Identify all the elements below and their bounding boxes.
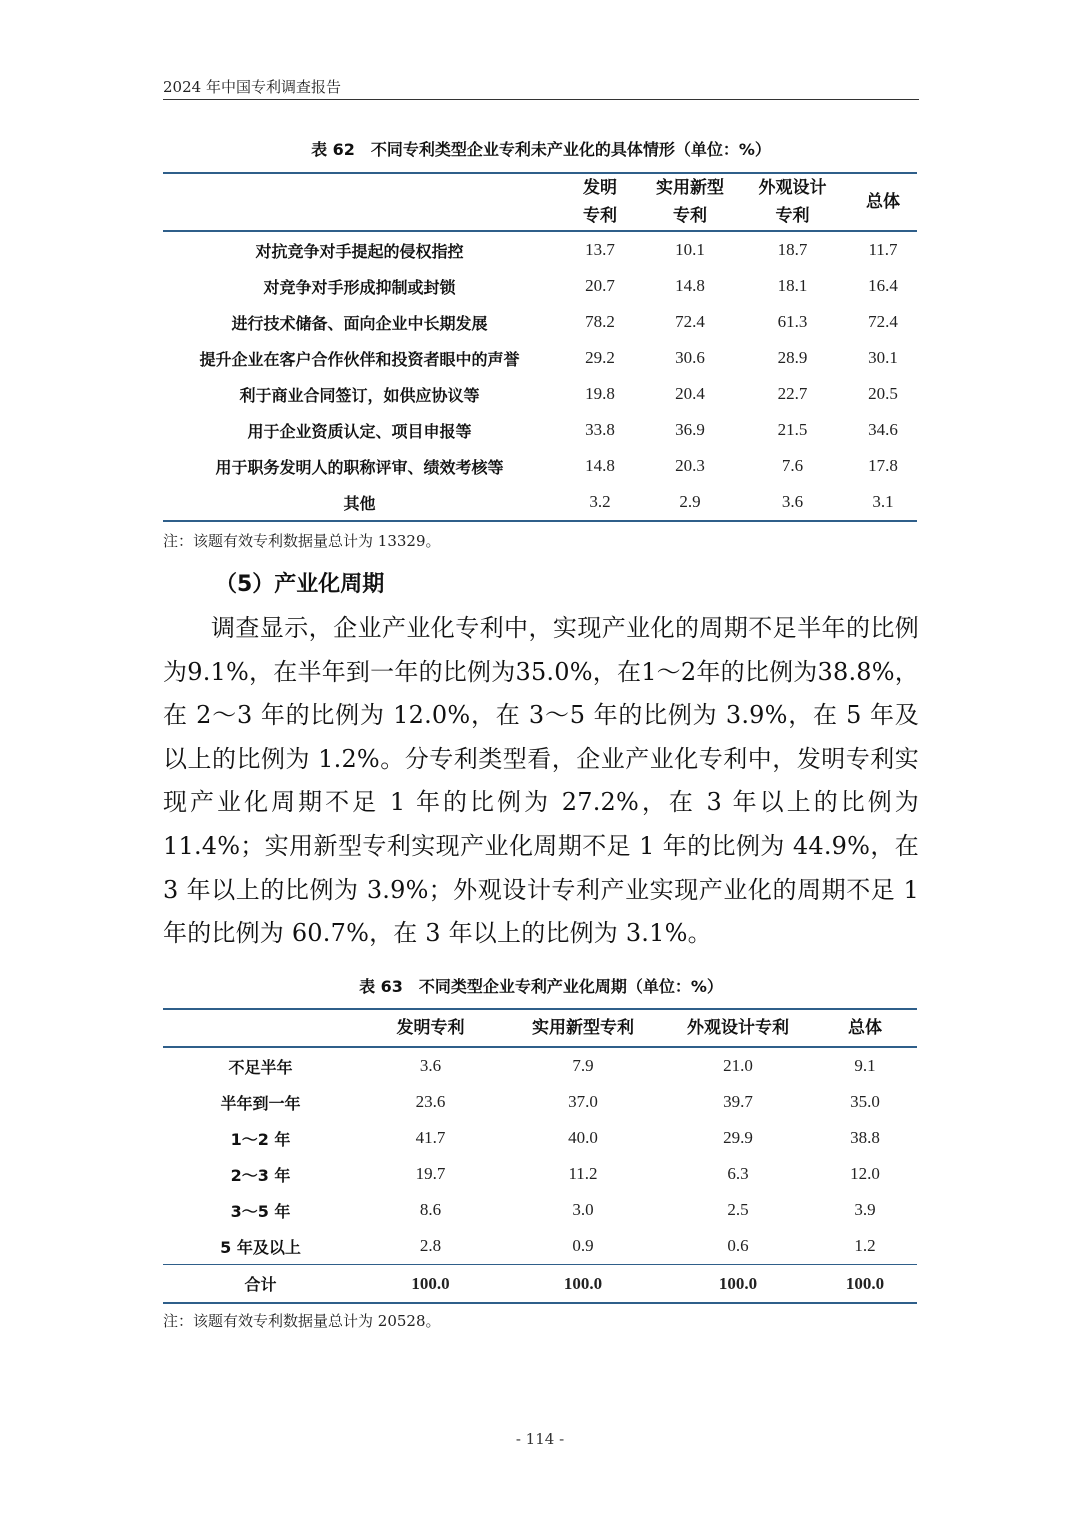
total-value: 100.0 [845, 1273, 885, 1293]
cell-value: 20.3 [675, 456, 705, 475]
cell-value: 7.9 [572, 1056, 594, 1075]
cell-value: 72.4 [675, 312, 705, 331]
table-62-col-header: 总体 [866, 192, 900, 212]
row-label: 利于商业合同签订，如供应协议等 [239, 385, 480, 405]
row-label: 3～5 年 [230, 1201, 291, 1221]
cell-value: 78.2 [585, 312, 615, 331]
table-62-header-blank [163, 173, 556, 231]
cell-value: 21.5 [777, 420, 808, 439]
cell-value: 3.6 [419, 1056, 442, 1075]
row-label: 对抗竞争对手提起的侵权指控 [255, 241, 464, 261]
table-total-row [163, 1265, 917, 1304]
cell-value: 12.0 [850, 1164, 880, 1183]
total-label: 合计 [244, 1275, 277, 1294]
table-row [163, 412, 917, 448]
table-62-note: 注：该题有效专利数据量总计为 13329。 [163, 532, 441, 550]
cell-value: 18.1 [777, 276, 808, 295]
cell-value: 3.2 [589, 492, 611, 511]
cell-value: 2.5 [727, 1200, 749, 1219]
cell-value: 7.6 [781, 456, 804, 475]
cell-value: 19.8 [585, 384, 615, 403]
table-62-col-header: 实用新型 专利 [656, 178, 724, 226]
cell-value: 33.8 [585, 420, 615, 439]
cell-value: 6.3 [727, 1164, 749, 1183]
table-62-header-row [163, 173, 917, 231]
table-63-col-header: 发明专利 [396, 1018, 465, 1038]
cell-value: 72.4 [868, 312, 898, 331]
cell-value: 16.4 [868, 276, 898, 295]
table-row [163, 1156, 917, 1192]
header-rule [163, 99, 919, 100]
cell-value: 0.9 [572, 1236, 594, 1255]
cell-value: 39.7 [723, 1092, 753, 1111]
table-63-col-header: 外观设计专利 [687, 1018, 789, 1038]
cell-value: 22.7 [777, 384, 808, 403]
cell-value: 23.6 [415, 1092, 446, 1111]
total-value: 100.0 [718, 1273, 758, 1293]
row-label: 用于企业资质认定、项目申报等 [247, 421, 472, 441]
cell-value: 37.0 [568, 1092, 598, 1111]
table-row [163, 1120, 917, 1156]
cell-value: 14.8 [585, 456, 615, 475]
table-63-col-header: 实用新型专利 [532, 1018, 634, 1038]
cell-value: 11.7 [868, 240, 898, 259]
row-label: 不足半年 [228, 1057, 293, 1077]
total-value: 100.0 [411, 1273, 450, 1293]
table-row [163, 448, 917, 484]
cell-value: 3.9 [854, 1200, 876, 1219]
cell-value: 20.7 [585, 276, 615, 295]
table-62-col-header: 发明 专利 [583, 178, 617, 226]
table-row [163, 268, 917, 304]
cell-value: 34.6 [868, 420, 898, 439]
table-62 [163, 172, 917, 522]
table-63-col-header: 总体 [848, 1018, 882, 1038]
running-header: 2024 年中国专利调查报告 [163, 78, 341, 96]
cell-value: 0.6 [727, 1236, 749, 1255]
table-row [163, 340, 917, 376]
table-63-note: 注：该题有效专利数据量总计为 20528。 [163, 1312, 441, 1330]
row-label: 5 年及以上 [220, 1237, 301, 1257]
cell-value: 30.6 [675, 348, 705, 367]
table-63 [163, 1008, 917, 1304]
cell-value: 28.9 [777, 348, 808, 367]
cell-value: 2.9 [679, 492, 701, 511]
cell-value: 29.9 [723, 1128, 753, 1147]
row-label: 提升企业在客户合作伙伴和投资者眼中的声誉 [199, 349, 520, 369]
cell-value: 35.0 [850, 1092, 880, 1111]
table-63-caption: 表 63 不同类型企业专利产业化周期（单位：%） [359, 977, 723, 996]
table-62-caption: 表 62 不同专利类型企业专利未产业化的具体情形（单位：%） [311, 140, 771, 159]
section-heading: （5）产业化周期 [215, 572, 385, 597]
total-value: 100.0 [563, 1273, 603, 1293]
row-label: 用于职务发明人的职称评审、绩效考核等 [215, 457, 504, 477]
cell-value: 20.5 [868, 384, 898, 403]
cell-value: 29.2 [585, 348, 615, 367]
cell-value: 10.1 [675, 240, 705, 259]
cell-value: 3.6 [781, 492, 804, 511]
table-row [163, 376, 917, 412]
cell-value: 2.8 [419, 1236, 442, 1255]
cell-value: 17.8 [868, 456, 898, 475]
cell-value: 14.8 [675, 276, 705, 295]
cell-value: 11.2 [568, 1164, 598, 1183]
table-row [163, 1228, 917, 1265]
cell-value: 30.1 [868, 348, 898, 367]
table-row [163, 304, 917, 340]
table-row [163, 484, 917, 521]
row-label: 半年到一年 [220, 1093, 301, 1113]
row-label: 对竞争对手形成抑制或封锁 [263, 277, 456, 297]
row-label: 2～3 年 [230, 1165, 291, 1185]
page-number: - 114 - [515, 1430, 565, 1448]
cell-value: 18.7 [777, 240, 808, 259]
table-row [163, 1084, 917, 1120]
table-63-header-row [163, 1009, 917, 1047]
table-row [163, 1047, 917, 1084]
cell-value: 9.1 [854, 1056, 876, 1075]
row-label: 进行技术储备、面向企业中长期发展 [231, 313, 488, 333]
cell-value: 41.7 [415, 1128, 446, 1147]
cell-value: 61.3 [777, 312, 808, 331]
cell-value: 40.0 [568, 1128, 598, 1147]
cell-value: 21.0 [723, 1056, 753, 1075]
cell-value: 13.7 [585, 240, 615, 259]
cell-value: 19.7 [415, 1164, 446, 1183]
row-label: 其他 [343, 493, 376, 513]
table-row [163, 231, 917, 268]
table-row [163, 1192, 917, 1228]
cell-value: 38.8 [850, 1128, 880, 1147]
table-63-header-blank [163, 1009, 358, 1047]
body-paragraph: 调查显示，企业产业化专利中，实现产业化的周期不足半年的比例为9.1%，在半年到一年的比例为35.0%，在1～2年的比例为38.8%，在 2～3 年的比例为 12.0%，在 3～5 年的比例为 3.9%，在 5 年及以上的比例为 1.2%。分专利类型看，企业产业化专利中，发明专利实现产业化周期不足 1 年的比例为 27.2%，在 3 年以上的比例为 11.4%；实用新型专利实现产业化周期不足 1 年的比例为 44.9%，在 3 年以上的比例为 3.9%；外观设计专利产业实现产业化的周期不足 1 年的比例为 60.7%，在 3 年以上的比例为 3.1%。 [163, 614, 919, 948]
cell-value: 3.0 [572, 1200, 594, 1219]
cell-value: 20.4 [675, 384, 705, 403]
cell-value: 1.2 [854, 1236, 876, 1255]
table-62-col-header: 外观设计 专利 [758, 178, 827, 226]
cell-value: 8.6 [419, 1200, 442, 1219]
row-label: 1～2 年 [230, 1129, 291, 1149]
cell-value: 3.1 [872, 492, 894, 511]
cell-value: 36.9 [675, 420, 705, 439]
